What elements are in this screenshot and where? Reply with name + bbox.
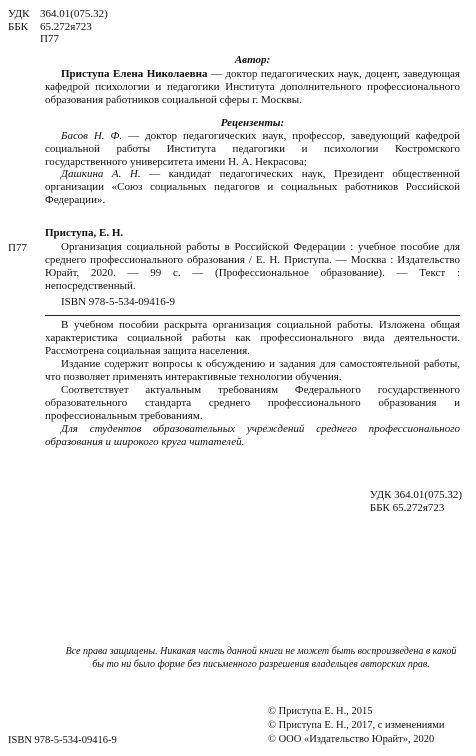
udk-label: УДК [8, 8, 30, 20]
reviewer-1-description: — доктор педагогических наук, профессор, заведующий кафедрой социальной работы Института педагогики и психологии Костромского государственного университета имени Н. А. Некрасова; [45, 130, 460, 168]
classification-repeat [370, 489, 462, 514]
bbk-row [8, 21, 108, 34]
abstract-audience: Для студентов образовательных учреждений среднего профессионального образования и широкого круга читателей. [45, 423, 460, 448]
bbk-repeat: ББК 65.272я723 [369, 501, 445, 514]
bibliographic-author-heading: Приступа, Е. Н. [45, 227, 124, 239]
author-mark: П77 [40, 33, 59, 45]
abstract-paragraph-3: Соответствует актуальным требованиям Федерального государственного образовательного стандарта среднего профессионального образования и профессиональным требованиям. [45, 384, 460, 422]
isbn: ISBN 978-5-534-09416-9 [61, 296, 175, 308]
bibliographic-description: Организация социальной работы в Российской Федерации : учебное пособие для среднего профессионального образования / Е. Н. Приступа. — Москва : Издательство Юрайт, 2020. — 99 с. — (Профессиональное образование). — Текст : непосредственный. [45, 241, 460, 292]
abstract-paragraph-2: Издание содержит вопросы к обсуждению и задания для самостоятельной работы, что позволяет применять интерактивные технологии обучения. [45, 358, 460, 383]
reviewers-heading: Рецензенты: [220, 117, 285, 129]
reviewer-2-paragraph [45, 168, 460, 207]
divider [45, 315, 460, 316]
reviewer-1-paragraph [45, 130, 460, 169]
abstract-paragraph-1: В учебном пособии раскрыта организация социальной работы. Изложена общая характеристика социальной работы как профессионального вида деятельности. Рассмотрена социальная защита населения. [45, 319, 460, 357]
udk-value: 364.01(075.32) [40, 8, 108, 20]
udk-repeat: УДК 364.01(075.32) [369, 489, 462, 501]
reviewer-2-name: Дашкина А. Н. [61, 168, 141, 180]
bbk-value: 65.272я723 [40, 20, 92, 33]
rights-notice: Все права защищены. Никакая часть данной книги не может быть воспроизведена в какой бы то ни было форме без письменного разрешения владельцев авторских прав. [65, 646, 457, 670]
author-heading: Автор: [234, 54, 271, 66]
footer-isbn: ISBN 978-5-534-09416-9 [8, 735, 117, 746]
udk-row [8, 8, 108, 21]
classification-block [8, 8, 108, 46]
copyright-1: © Приступа Е. Н., 2015 [268, 706, 373, 717]
author-name: Приступа Елена Николаевна [61, 68, 208, 80]
reviewer-2-description: — кандидат педагогических наук, Президент общественной организации «Союз социальных педагогов и социальных работников Российской Федерации». [45, 168, 460, 206]
reviewer-1-name: Басов Н. Ф. [61, 130, 123, 142]
bbk-label: ББК [8, 20, 28, 33]
author-description: — доктор педагогических наук, доцент, заведующая кафедрой психологии и педагогики Института дополнительного профессионального образования работников социальной сферы г. Москвы. [45, 68, 460, 106]
copyright-2: © Приступа Е. Н., 2017, с изменениями [268, 720, 445, 731]
author-mark-row [8, 33, 108, 46]
margin-author-mark: П77 [8, 242, 27, 254]
copyright-3: © ООО «Издательство Юрайт», 2020 [268, 734, 435, 745]
author-paragraph [45, 68, 460, 107]
